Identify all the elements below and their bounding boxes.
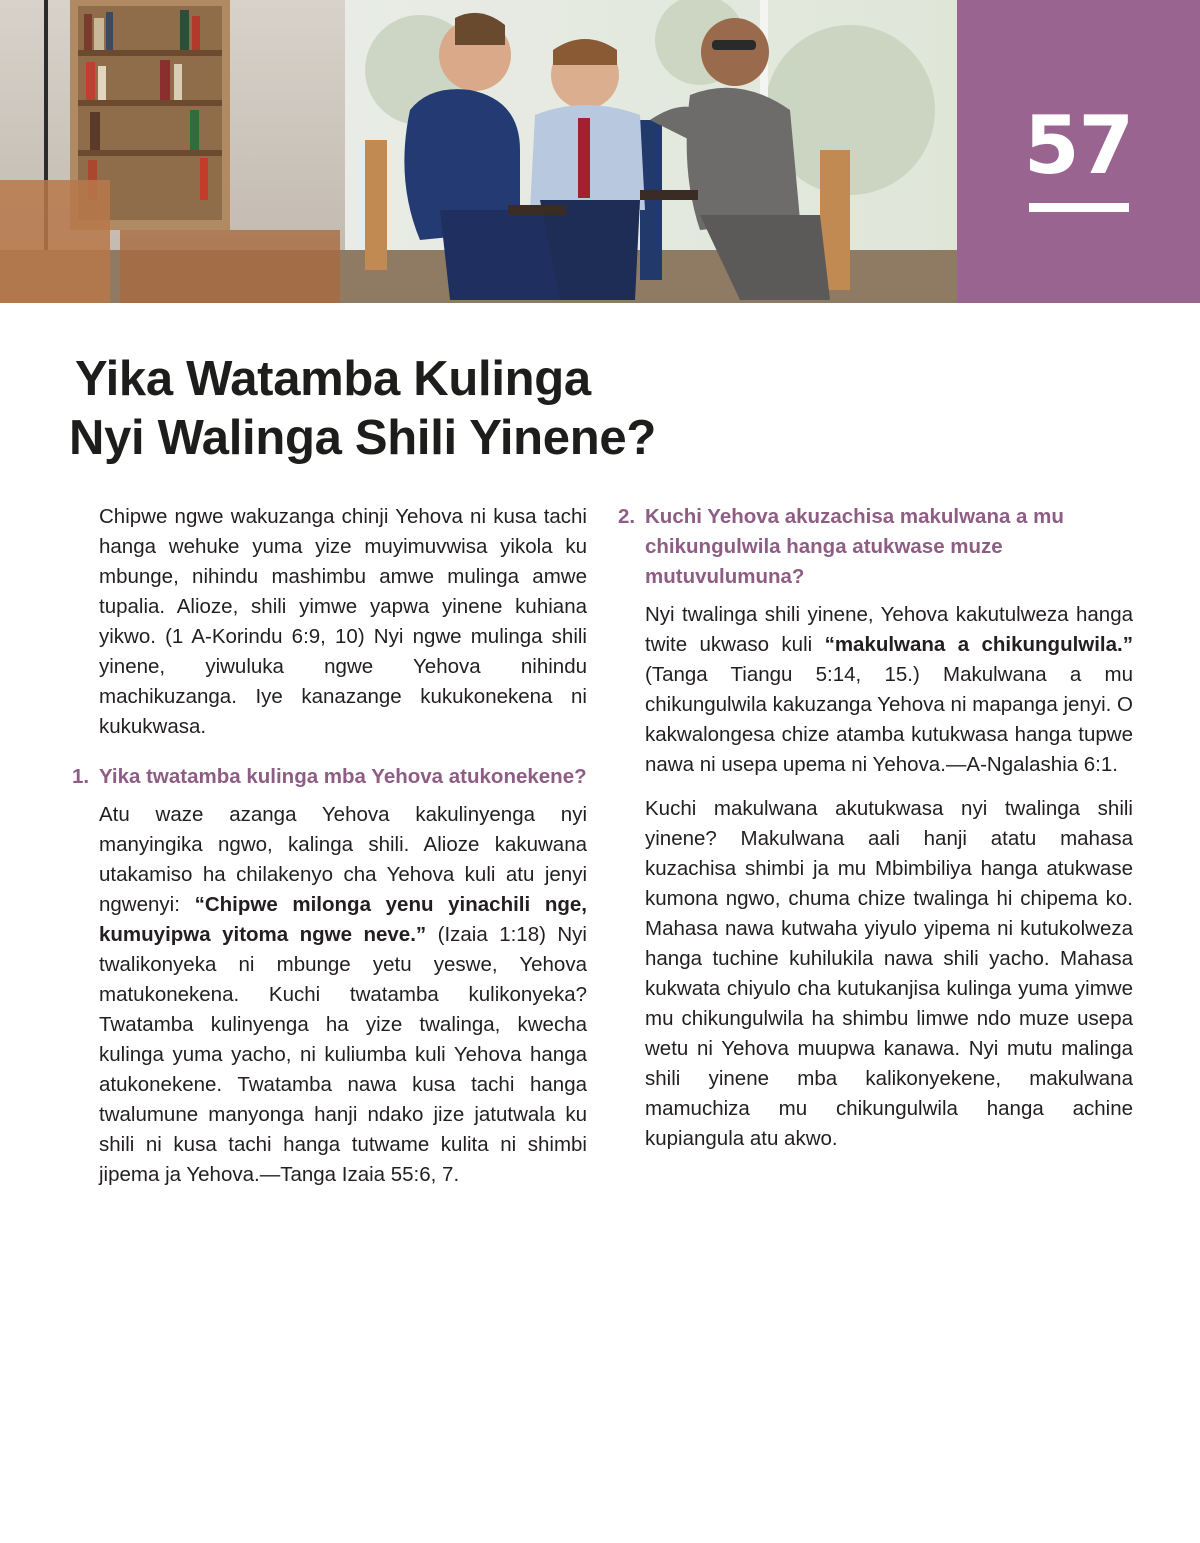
section-2-paragraph-2: Kuchi makulwana akutukwasa nyi twalinga shili yinene? Makulwana aali hanji atatu mahasa kuzachisa shimbi ja mu Mbimbiliya hanga atukwase kumona ngwo, chuma chize twalinga hi chipema ko. Mahasa nawa kutwaha yiyulo yipema ni kutukolweza hanga tuchine kuhilukila nawa shili yacho. Mahasa kukwata chiyulo cha kutukanjisa kulinga yuma yimwe mu chikungulwila ha shimbu limwe ndo muze usepa wetu ni Yehova muupwa kanawa. Nyi mutu malinga shili yinene mba kalikonyekene, makulwana mamuchiza mu chikungulwila hanga achine kupiangula atu akwo.: [645, 797, 1133, 1150]
section-1-scripture-quote: “Chipwe milonga yenu yinachili nge, kumuyipwa yitoma ngwe neve.”: [99, 893, 587, 946]
page-title-line-1: Yika Watamba Kulinga: [75, 352, 591, 406]
section-2-scripture-quote: “makulwana a chikungulwila.”: [824, 633, 1133, 656]
question-2: [618, 502, 1133, 592]
right-column: [618, 502, 1133, 1168]
page-title: [69, 350, 656, 468]
section-1-text-before: Atu waze azanga Yehova kakulinyenga nyi manyingika ngwo, kalinga shili. Alioze kakuwana utakamiso ha chilakenyo cha Yehova kuli atu jenyi ngwenyi:: [99, 803, 587, 916]
lesson-number-underline: [1029, 203, 1129, 212]
question-1-number: 1.: [72, 765, 90, 788]
lesson-number-box: [957, 0, 1200, 303]
section-2-text-after: (Tanga Tiangu 5:14, 15.) Makulwana a mu chikungulwila kakuzanga Yehova ni mapanga jenyi. O kakwalongesa chize atamba kutukwasa hanga tupwe nawa ni usepa upema ni Yehova.—A-Ngalashia 6:1.: [645, 663, 1133, 776]
section-2-paragraph-1: [645, 600, 1133, 780]
lesson-number: 57: [1023, 99, 1134, 192]
question-2-text: Kuchi Yehova akuzachisa makulwana a mu chikungulwila hanga atukwase muze mutuvulumuna?: [645, 505, 1064, 588]
left-column: [72, 502, 587, 1204]
section-1-text-after: (Izaia 1:18) Nyi twalikonyeka ni mbunge yetu yeswe, Yehova matukonekena. Kuchi twatamba kulikonyeka? Twatamba kulinyenga ha yize twalinga, kwecha kulinga yuma yacho, ni kuliumba kuli Yehova hanga atukonekene. Twatamba nawa kusa tachi hanga twalumune manyonga hanji ndako jize jatutwala ku shili ni kusa tachi hanga tutwame kulita ni shimbi jipema ja Yehova.—Tanga Izaia 55:6, 7.: [99, 923, 587, 1186]
question-1-text: Yika twatamba kulinga mba Yehova atukonekene?: [99, 765, 587, 788]
header-photo: [0, 0, 957, 303]
section-1-paragraph: [99, 800, 587, 1190]
question-2-number: 2.: [618, 505, 636, 528]
page-title-line-2: Nyi Walinga Shili Yinene?: [69, 411, 656, 465]
question-1: [72, 762, 587, 792]
intro-paragraph: Chipwe ngwe wakuzanga chinji Yehova ni kusa tachi hanga wehuke yuma yize muyimuvwisa yikola ku mbunge, nihindu mashimbu amwe mulinga amwe tupalia. Alioze, shili yimwe yapwa yinene kuhiana yikwo. (1 A-Korindu 6:9, 10) Nyi ngwe mulinga shili yinene, yiwuluka ngwe Yehova nihindu machikuzanga. Iye kanazange kukukonekena ni kukukwasa.: [99, 505, 587, 738]
section-2-text-before: Nyi twalinga shili yinene, Yehova kakutulweza hanga twite ukwaso kuli: [645, 603, 1133, 656]
